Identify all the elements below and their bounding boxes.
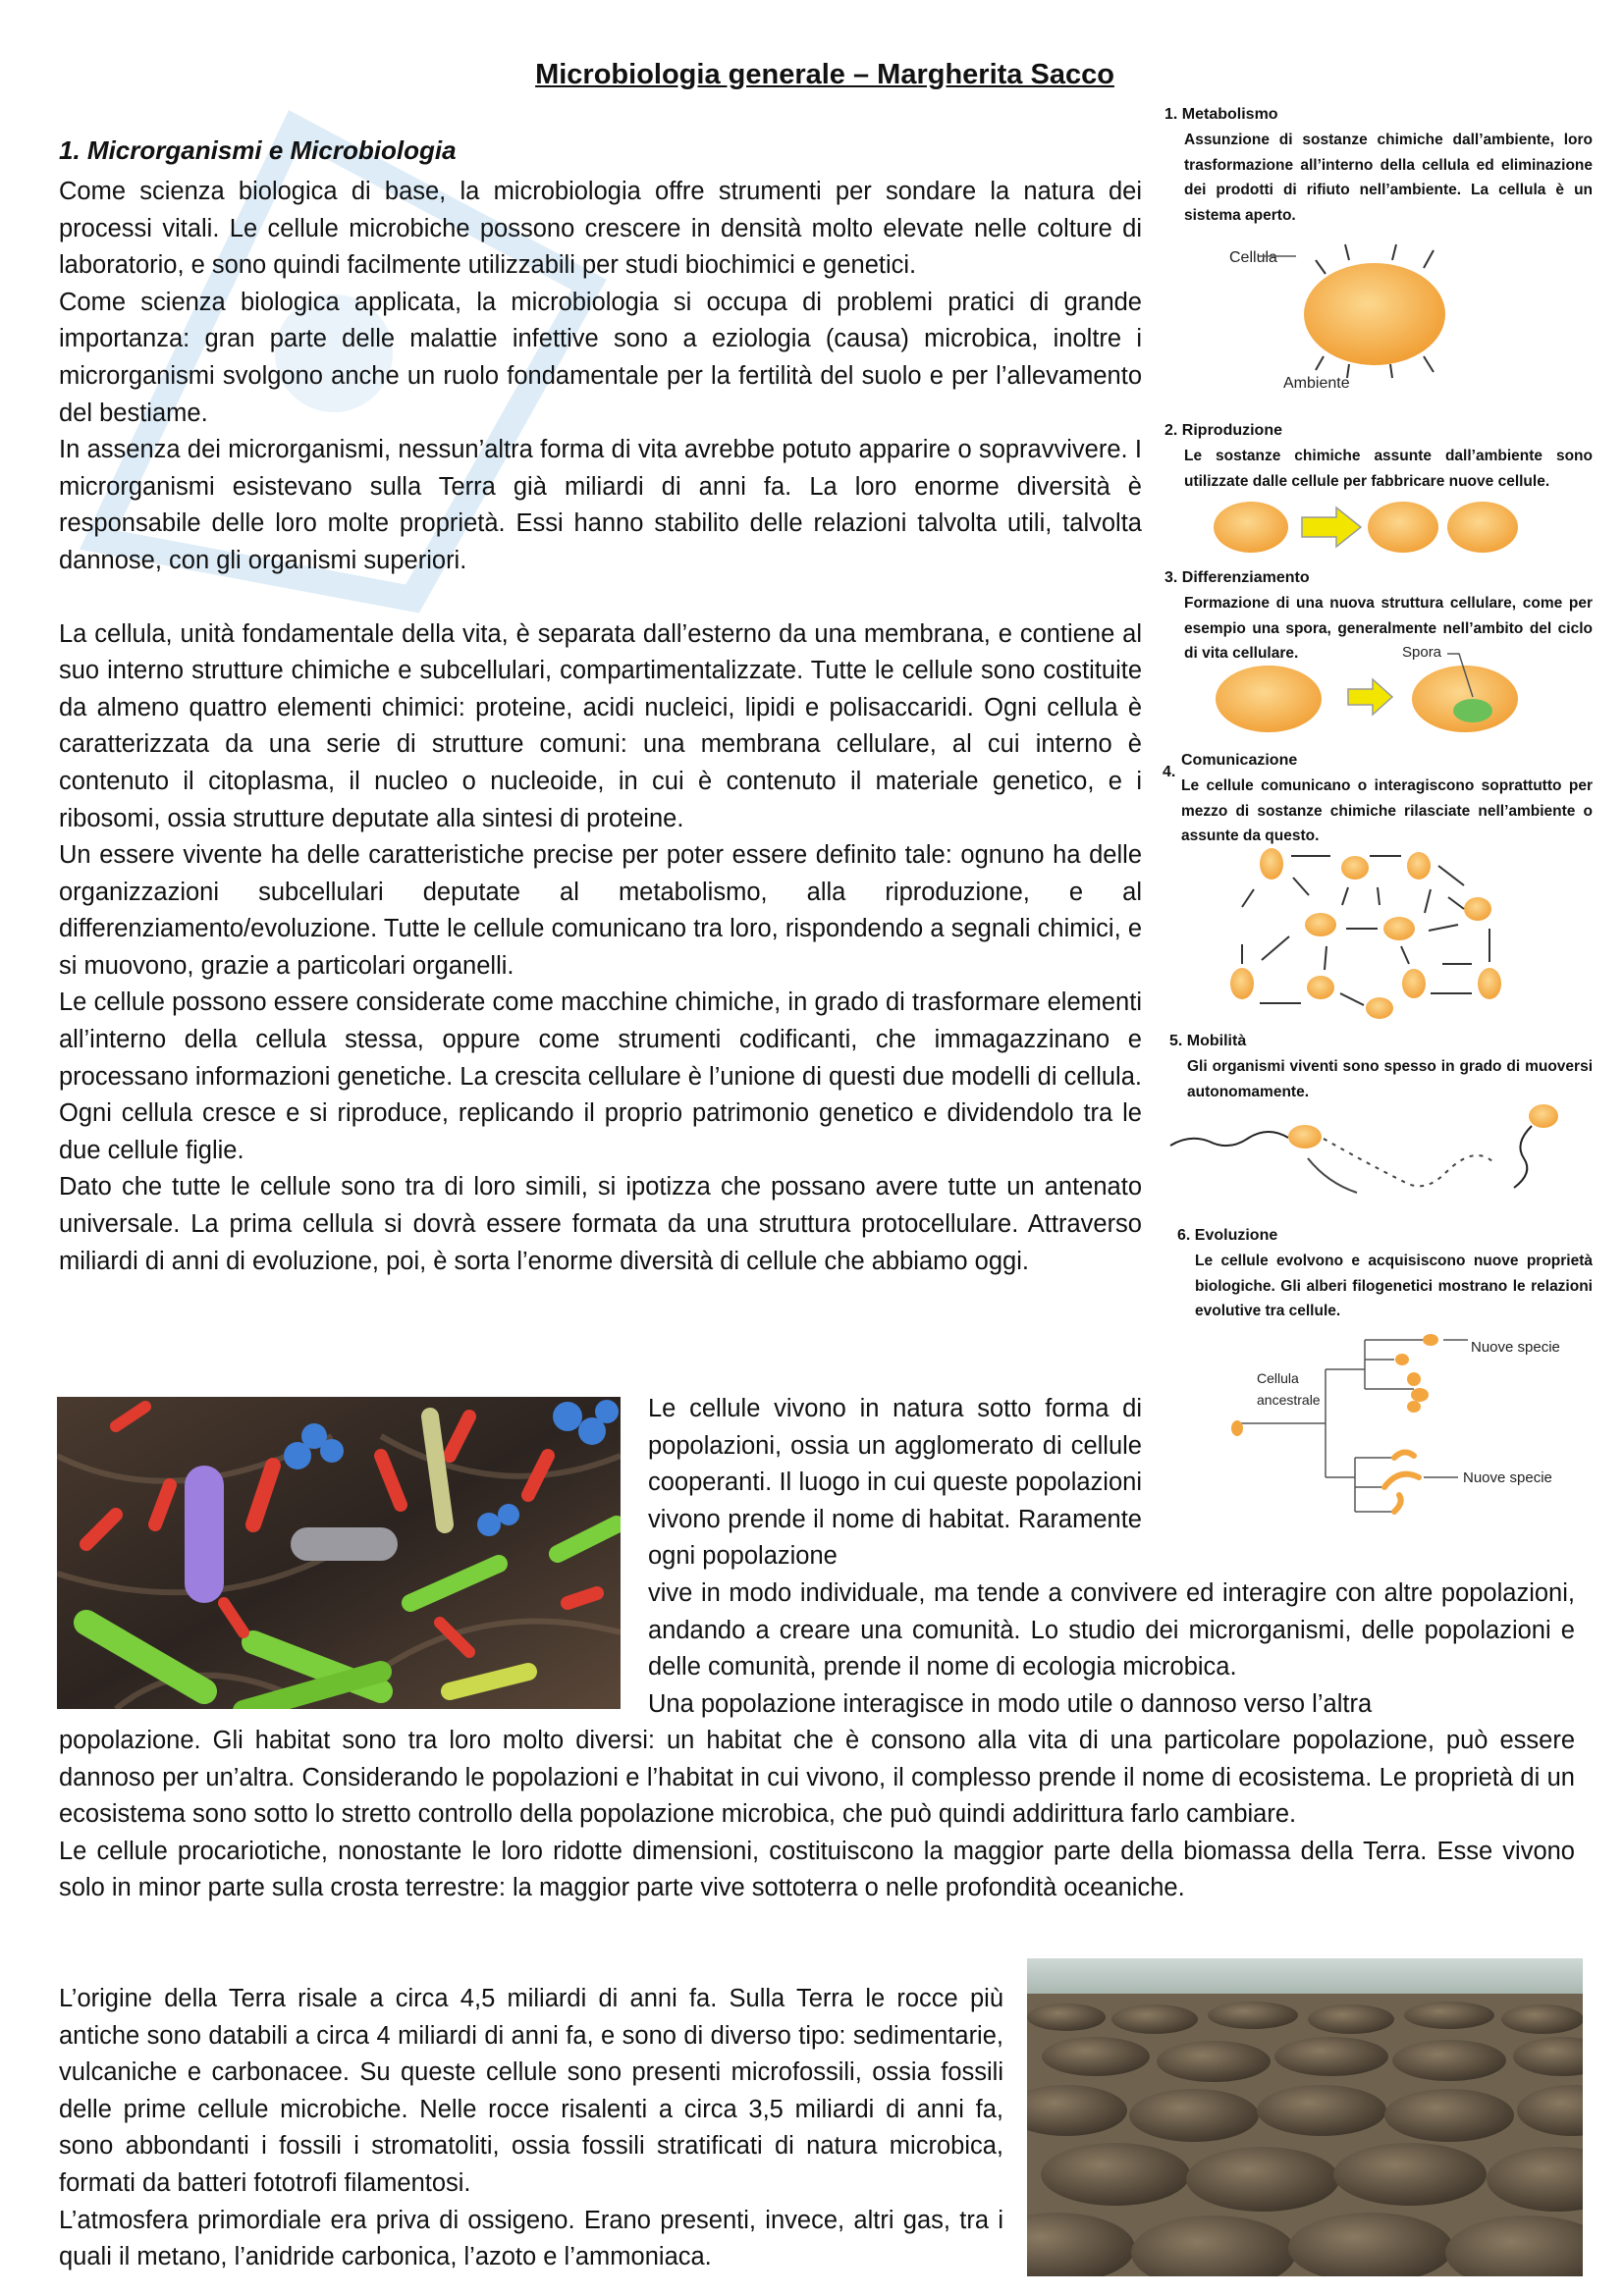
paragraph: Un essere vivente ha delle caratteristiche precise per poter essere definito tale: ognuno ha delle organizzazioni subcellulari deputate al metabolismo, alla riproduzione, e al differenziamento/evoluzione. Tutte le cellule comunicano tra loro, rispondendo a segnali chimici, e si muovono, grazie a particolari organelli. bbox=[59, 841, 1142, 980]
document-title: Microbiologia generale – Margherita Sacco bbox=[535, 59, 1114, 90]
paragraph: In assenza dei microrganismi, nessun’altra forma di vita avrebbe potuto apparire o sopravvivere. I microrganismi esistevano sulla Terra già miliardi di anni fa. La loro enorme diversità è responsabile delle loro molte proprietà. Essi hanno stabilito delle relazioni talvolta utili, talvolta dannose, con gli organismi superiori. bbox=[59, 436, 1142, 574]
differentiation-diagram bbox=[1216, 658, 1520, 736]
paragraph: Dato che tutte le cellule sono tra di loro simili, si ipotizza che possano avere tutte un antenato universale. La prima cellula si dovrà essere formata da una struttura protocellulare. Attraverso miliardi di anni di evoluzione, poi, è sorta l’enorme diversità di cellule che abbiamo oggi. bbox=[59, 1173, 1142, 1275]
paragraph: La cellula, unità fondamentale della vita, è separata dall’esterno da una membrana, e contiene al suo interno strutture chimiche e subcellulari, compartimentalizzate. Tutte le cellule sono costituite da almeno quattro elementi chimici: proteine, acidi nucleici, lipidi e polisaccaridi. Ogni cellula è caratterizzata da una serie di strutture comuni: una membrana cellulare, al cui interno è contenuto il citoplasma, il nucleo o nucleoide, in cui è contenuto il materiale genetico, e i ribosomi, ossia strutture deputate alla sintesi di proteine. bbox=[59, 619, 1142, 832]
communication-diagram bbox=[1232, 846, 1517, 1023]
text-block-populations bbox=[648, 1391, 1142, 1575]
label-new-species-1: Nuove specie bbox=[1471, 1339, 1560, 1356]
paragraph: vive in modo individuale, ma tende a convivere ed interagire con altre popolazioni, andando a creare una comunità. Lo studio dei microrganismi, delle popolazioni e delle comunità, prende il nome di ecologia microbica. bbox=[648, 1579, 1575, 1682]
figure-item-2-title: 2. Riproduzione bbox=[1164, 422, 1282, 439]
figure-item-5-title: 5. Mobilità bbox=[1169, 1033, 1247, 1049]
paragraph: Le cellule vivono in natura sotto forma di popolazioni, ossia un agglomerato di cellule cooperanti. Il luogo in cui queste popolazioni vivono prende il nome di habitat. Raramente ogni popolazione bbox=[648, 1395, 1142, 1571]
paragraph: Come scienza biologica di base, la microbiologia offre strumenti per sondare la natura dei processi vitali. Le cellule microbiche possono crescere in densità molto elevate nelle colture di laboratorio, e sono quindi facilmente utilizzabili per studi biochimici e genetici. bbox=[59, 178, 1142, 280]
figure-item-3-title: 3. Differenziamento bbox=[1164, 569, 1310, 586]
figure-item-1-desc: Assunzione di sostanze chimiche dall’ambiente, loro trasformazione all’interno della cellula ed eliminazione dei prodotti di rifiuto nell’ambiente. La cellula è un sistema aperto. bbox=[1184, 132, 1593, 224]
figure-item-3-desc: Formazione di una nuova struttura cellulare, come per esempio una spora, generalmente nell’ambito del ciclo di vita cellulare. bbox=[1184, 595, 1593, 662]
figure-item-6-title: 6. Evoluzione bbox=[1177, 1227, 1278, 1244]
figure-item-5-desc: Gli organismi viventi sono spesso in grado di muoversi autonomamente. bbox=[1187, 1058, 1593, 1100]
text-block-main bbox=[59, 174, 1142, 1280]
metabolism-cell-diagram bbox=[1276, 240, 1473, 378]
motility-diagram bbox=[1170, 1104, 1573, 1202]
paragraph: L’origine della Terra risale a circa 4,5 miliardi di anni fa. Sulla Terra le rocce più antiche sono databili a circa 4 miliardi di anni fa, e sono di diverso tipo: sedimentarie, vulcaniche e carbonacee. Su queste cellule sono presenti microfossili, ossia fossili delle prime cellule microbiche. Nelle rocce risalenti a circa 3,5 miliardi di anni fa, sono abbondanti i fossili i stromatoliti, ossia fossili stratificati di natura microbica, formati da batteri fototrofi filamentosi. bbox=[59, 1985, 1003, 2197]
text-block-origin bbox=[59, 1981, 1003, 2276]
paragraph: Come scienza biologica applicata, la microbiologia si occupa di problemi pratici di grande importanza: gran parte delle malattie infettive sono a eziologia (causa) microbica, inoltre i microrganismi svolgono anche un ruolo fondamentale per la fertilità del suolo e per l’allevamento del bestiame. bbox=[59, 288, 1142, 427]
label-ancestral-cell-1: Cellula bbox=[1257, 1370, 1299, 1386]
label-environment: Ambiente bbox=[1283, 375, 1350, 392]
figure-item-4-desc: Le cellule comunicano o interagiscono soprattutto per mezzo di sostanze chimiche rilasciate nell’ambiente o assunte da questo. bbox=[1181, 777, 1593, 844]
stromatolites-photo bbox=[1027, 1958, 1583, 2276]
paragraph: Una popolazione interagisce in modo utile o dannoso verso l’altra bbox=[648, 1689, 1373, 1718]
figure-item-6-desc: Le cellule evolvono e acquisiscono nuove proprietà biologiche. Gli alberi filogenetici mostrano le relazioni evolutive tra cellule. bbox=[1195, 1253, 1593, 1319]
text-block-ecosystem bbox=[59, 1723, 1575, 1907]
paragraph: Le cellule procariotiche, nonostante le loro ridotte dimensioni, costituiscono la maggior parte della biomassa della Terra. Esse vivono solo in minor parte sulla crosta terrestre: la maggior parte vive sottoterra o nelle profondità oceaniche. bbox=[59, 1837, 1575, 1902]
label-spore: Spora bbox=[1402, 644, 1442, 661]
text-block-populations-cont bbox=[648, 1575, 1575, 1723]
label-new-species-2: Nuove specie bbox=[1463, 1469, 1552, 1486]
figure-item-1-title: 1. Metabolismo bbox=[1164, 106, 1278, 123]
paragraph: L’atmosfera primordiale era priva di ossigeno. Erano presenti, invece, altri gas, tra i quali il metano, l’anidride carbonica, l’azoto e l’ammoniaca. bbox=[59, 2206, 1003, 2271]
figure-item-4-prefix: 4. bbox=[1163, 764, 1176, 780]
figure-item-2-desc: Le sostanze chimiche assunte dall’ambiente sono utilizzate dalle cellule per fabbricare nuove cellule. bbox=[1184, 448, 1593, 490]
evolution-tree-diagram bbox=[1227, 1330, 1483, 1526]
figure-item-4-title: Comunicazione bbox=[1181, 752, 1298, 769]
paragraph: Le cellule possono essere considerate come macchine chimiche, in grado di trasformare elementi all’interno della cellula stessa, oppure come strumenti codificanti, che immagazzinano e processano informazioni genetiche. La crescita cellulare è l’unione di questi due modelli di cellula. Ogni cellula cresce e si riproduce, replicando il proprio patrimonio genetico e dividendolo tra le due cellule figlie. bbox=[59, 988, 1142, 1164]
bacteria-micrograph bbox=[57, 1397, 621, 1709]
label-cell: Cellula bbox=[1229, 249, 1277, 266]
label-ancestral-cell-2: ancestrale bbox=[1257, 1392, 1321, 1408]
section-heading: 1. Microrganismi e Microbiologia bbox=[59, 135, 457, 165]
paragraph: popolazione. Gli habitat sono tra loro molto diversi: un habitat che è consono alla vita di una particolare popolazione, può essere dannoso per un’altra. Considerando le popolazioni e l’habitat in cui vivono, il complesso prende il nome di ecosistema. Le proprietà di un ecosistema sono sotto lo stretto controllo della popolazione microbica, che può quindi addirittura farlo cambiare. bbox=[59, 1727, 1575, 1829]
reproduction-diagram bbox=[1214, 496, 1518, 559]
